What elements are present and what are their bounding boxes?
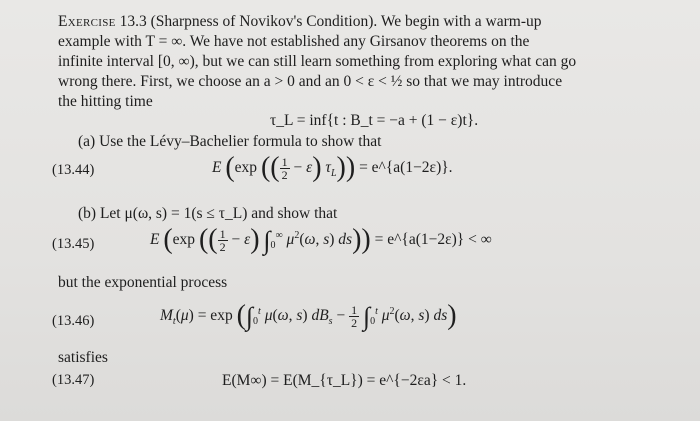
hitting-time-equation: τ_L = inf{t : B_t = −a + (1 − ε)t}. [270,112,479,129]
equation-13-45-rhs: = e^{a(1−2ε)} < ∞ [374,231,492,248]
exercise-intro: We begin with a warm-up [380,13,542,30]
equation-13-44-rhs: = e^{a(1−2ε)}. [359,159,453,176]
equation-number-13-46: (13.46) [52,313,95,329]
equation-13-46: $M_t(\mu) = \exp (\int_0^t$ μ(ω, s) $dB_s$ − $\frac{1}{2}$ $\int_0^t$ $\mu^2(\omega$, s) ds) [160,300,457,331]
equation-13-44: E (exp (( $\frac{1}{2}$ − ε) $\tau_L$)) = e^{a(1−2ε)}. [212,152,453,183]
part-a-text: (a) Use the Lévy–Bachelier formula to show that [78,133,382,150]
exercise-title: 13.3 (Sharpness of Novikov's Condition). [119,13,378,30]
exercise-heading [58,12,541,32]
equation-number-13-47: (13.47) [52,372,95,388]
satisfies-text: satisfies [58,349,108,366]
exercise-label: Exercise [58,13,116,30]
paragraph-line-1: example with T = ∞. We have not established any Girsanov theorems on the [58,33,530,50]
equation-number-13-45: (13.45) [52,236,95,252]
paragraph-line-2: infinite interval [0, ∞), but we can still learn something from exploring what can go [58,53,577,70]
equation-13-47: E(M∞) = E(M_{τ_L}) = e^{−2εa} < 1. [222,372,467,389]
equation-number-13-44: (13.44) [52,162,95,178]
equation-13-45: E (exp (( $\frac{1}{2}$ − ε) $\int_0^\infty$ $\mu^2(\omega$, s) ds)) = e^{a(1−2ε)} < ∞ [150,224,492,255]
paragraph-line-3: wrong there. First, we choose an a > 0 and an 0 < ε < ½ so that we may introduce [58,73,563,90]
paragraph-line-4: the hitting time [58,93,153,110]
but-exponential-text: but the exponential process [58,274,228,291]
part-b-text: (b) Let μ(ω, s) = 1(s ≤ τ_L) and show that [78,205,338,222]
